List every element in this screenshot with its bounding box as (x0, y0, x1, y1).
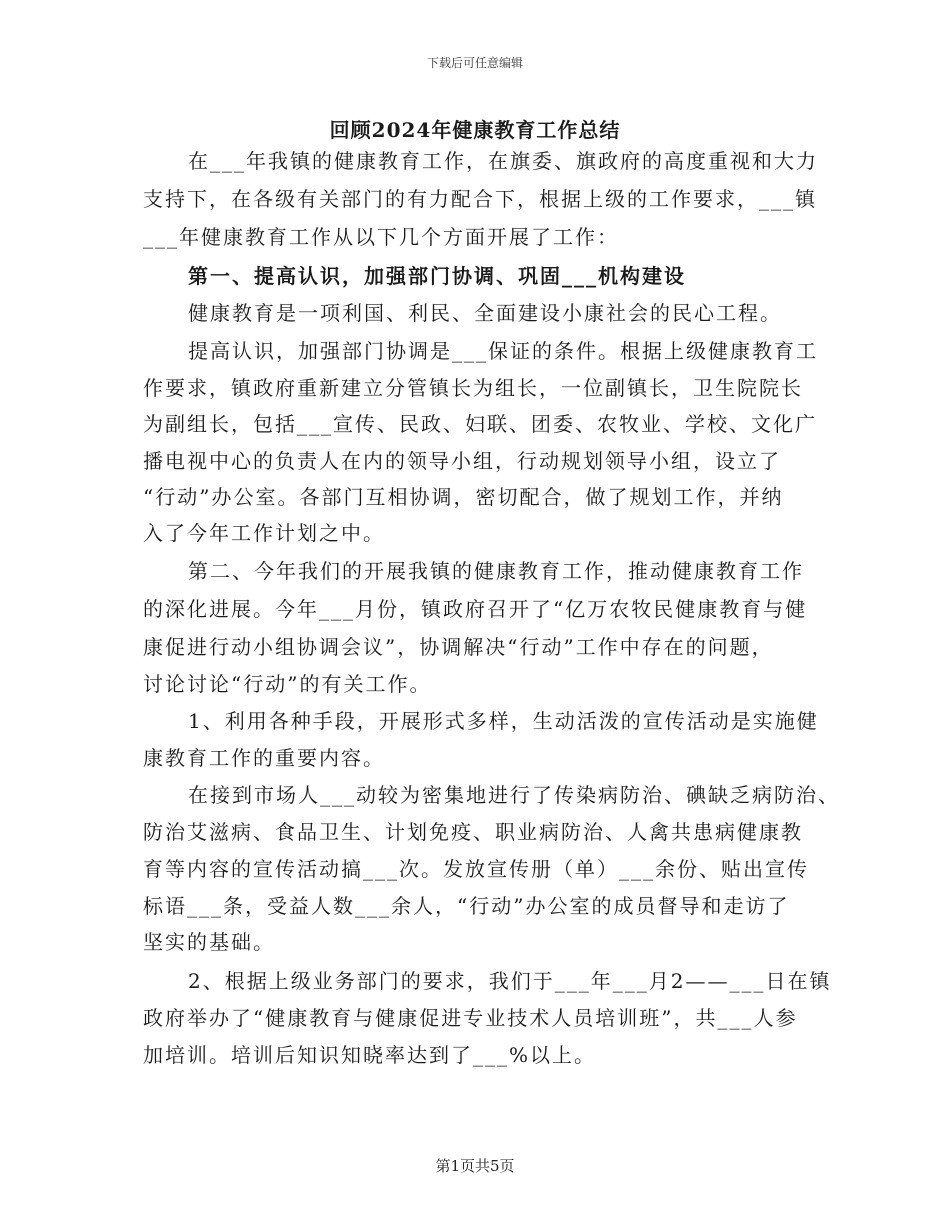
paragraph-line: 在接到市场人___动较为密集地进行了传染病防治、碘缺乏病防治、 (188, 783, 840, 807)
paragraph-line: 健康教育是一项利国、利民、全面建设小康社会的民心工程。 (188, 301, 782, 325)
header-note: 下载后可任意编辑 (426, 56, 523, 70)
paragraph-line: 为副组长，包括___宣传、民政、妇联、团委、农牧业、学校、文化广 (143, 412, 817, 436)
paragraph-line: 1、利用各种手段，开展形式多样，生动活泼的宣传活动是实施健 (188, 709, 819, 733)
paragraph-line: 2、根据上级业务部门的要求，我们于___年___月2——___日在镇 (188, 969, 832, 993)
paragraph-line: 在___年我镇的健康教育工作，在旗委、旗政府的高度重视和大力 (188, 149, 818, 173)
paragraph-line: 康教育工作的重要内容。 (143, 746, 385, 770)
paragraph-line: 标语___条，受益人数___余人，“行动”办公室的成员督导和走访了 (143, 894, 790, 918)
paragraph-line: 支持下，在各级有关部门的有力配合下，根据上级的工作要求，___镇 (143, 187, 817, 211)
paragraph-line: 政府举办了“健康教育与健康促进专业技术人员培训班”，共___人参 (143, 1006, 798, 1030)
paragraph-line: 播电视中心的负责人在内的领导小组，行动规划领导小组，设立了 (143, 449, 781, 473)
paragraph-line: “行动”办公室。各部门互相协调，密切配合，做了规划工作，并纳 (143, 485, 784, 509)
paragraph-line: 作要求，镇政府重新建立分管镇长为组长，一位副镇长，卫生院院长 (143, 376, 803, 400)
paragraph-line: 加培训。培训后知识知晓率达到了___%以上。 (143, 1043, 597, 1067)
paragraph-line: 育等内容的宣传活动搞___次。发放宣传册（单）___余份、贴出宣传 (143, 857, 809, 881)
paragraph-line: 防治艾滋病、食品卫生、计划免疫、职业病防治、人禽共患病健康教 (143, 820, 803, 844)
section-heading: 第一、提高认识，加强部门协调、巩固___机构建设 (188, 264, 686, 288)
paragraph-line: 入了今年工作计划之中。 (143, 521, 385, 545)
document-title: 回顾2024年健康教育工作总结 (329, 118, 621, 142)
paragraph-line: 第二、今年我们的开展我镇的健康教育工作，推动健康教育工作 (188, 559, 804, 583)
page-number: 第1页共5页 (435, 1157, 515, 1175)
paragraph-line: 讨论讨论“行动”的有关工作。 (143, 672, 432, 696)
paragraph-line: ___年健康教育工作从以下几个方面开展了工作： (143, 225, 619, 249)
paragraph-line: 康促进行动小组协调会议”，协调解决“行动”工作中存在的问题， (143, 635, 774, 659)
paragraph-line: 提高认识，加强部门协调是___保证的条件。根据上级健康教育工 (188, 339, 818, 363)
paragraph-line: 坚实的基础。 (143, 930, 275, 954)
paragraph-line: 的深化进展。今年___月份，镇政府召开了“亿万农牧民健康教育与健 (143, 597, 808, 621)
